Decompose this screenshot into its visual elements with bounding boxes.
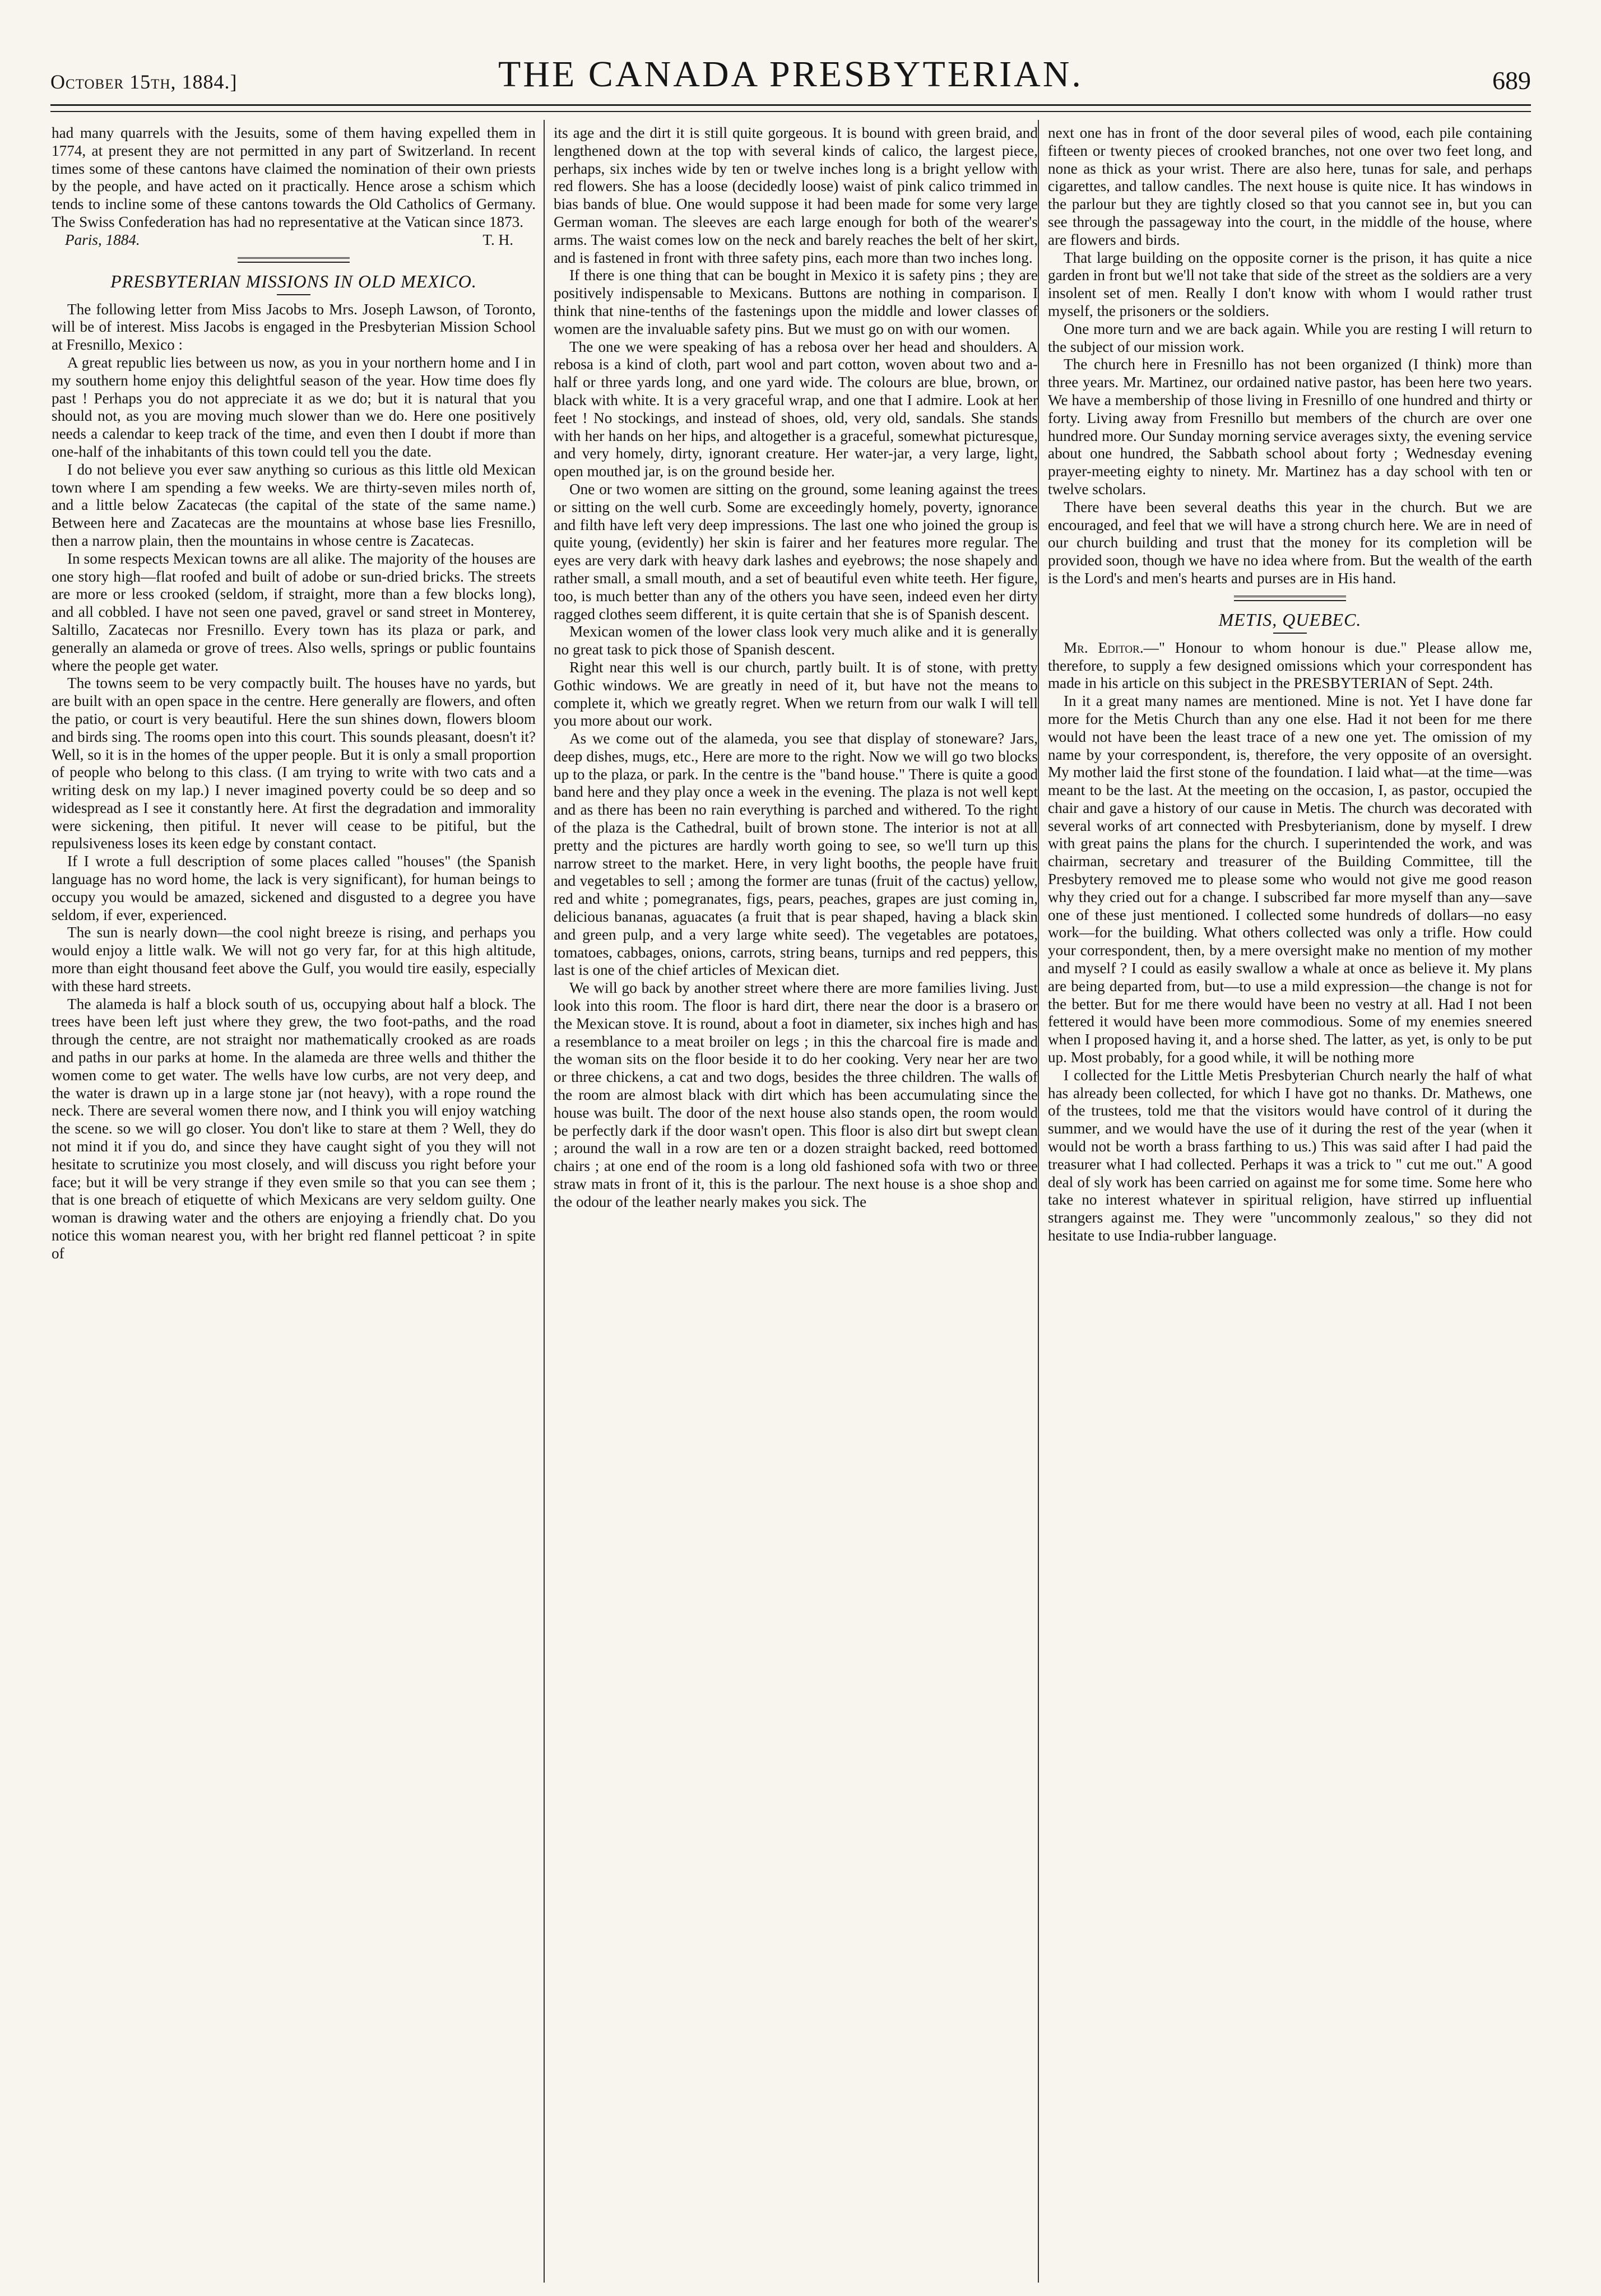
article-separator <box>238 257 350 263</box>
article-paragraph: Right near this well is our church, partly built. It is of stone, with pretty Gothic windows. We are greatly in need of it, but have not the means to complete it, which we greatly regret. When we return from our walk I will tell you more about our work. <box>554 658 1038 729</box>
page-number: 689 <box>1492 66 1531 95</box>
article-paragraph: One more turn and we are back again. While you are resting I will return to the subject of our mission work. <box>1048 320 1532 355</box>
article-paragraph: The alameda is half a block south of us, occupying about half a block. The trees have been left just where they grew, the two foot-paths, and the road through the centre, are not straight nor mathematically crooked as are roads and paths in our parks at home. In the alameda are three wells and thither the women come to get water. The wells have low curbs, are not very deep, and the water is drawn up in a large stone jar (not heavy), with a rope round the neck. There are several women there now, and I think you will enjoy watching the scene. so we will go closer. You don't like to stare at them ? Well, they do not mind it if you do, and since they have caught sight of you they will not hesitate to scrutinize you most closely, and will discuss you right before your face; but it will be very strange if they even smile so that you can see them ; that is one breach of etiquette of which Mexicans are very seldom guilty. One woman is drawing water and the others are enjoying a friendly chat. Do you notice this woman nearest you, with her bright red flannel petticoat ? in spite of <box>52 995 536 1262</box>
article-paragraph: That large building on the opposite corner is the prison, it has quite a nice garden in front but we'll not take that side of the street as the soldiers are a very insolent set of men. Really I don't know with whom I would rather trust myself, the prisoners or the soldiers. <box>1048 249 1532 319</box>
article-paragraph: had many quarrels with the Jesuits, some of them having expelled them in 1774, at present they are not permitted in any part of Switzerland. In recent times some of these cantons have claimed the nomination of their own priests by the people, and have acted on it practically. Hence arose a schism which tends to incline some of these cantons towards the Old Catholics of Germany. The Swiss Confederation has had no representative at the Vatican since 1873. <box>52 124 536 230</box>
article-paragraph: One or two women are sitting on the ground, some leaning against the trees or sitting on the well curb. Some are exceedingly homely, poverty, ignorance and filth have left very deep impressions. The last one who joined the group is quite young, (evidently) her skin is fairer and her features more regular. The eyes are very dark with heavy dark lashes and eyebrows; the nose shapely and rather small, a small mouth, and a set of beautiful even white teeth. Her figure, too, is much better than any of the others you have seen, indeed even her dirty ragged clothes seem different, it is quite certain that she is of Spanish descent. <box>554 480 1038 622</box>
column-2 <box>554 124 1038 2276</box>
article-heading: METIS, QUEBEC. <box>1218 609 1362 630</box>
article-heading: PRESBYTERIAN MISSIONS IN OLD MEXICO. <box>110 271 477 291</box>
article-paragraph: A great republic lies between us now, as you in your northern home and I in my southern home enjoy this delightful season of the year. How time does fly past ! Perhaps you do not appreciate it as we do; but it is natural that you should not, as you are moving much slower than we do. Here one positively needs a calendar to keep track of the time, and even then I doubt if more than one-half of the inhabitants of this town could tell you the date. <box>52 354 536 460</box>
signature-place: Paris, 1884. <box>65 231 140 248</box>
salutation: Mr. Editor. <box>1064 639 1144 656</box>
article-paragraph: I collected for the Little Metis Presbyterian Church nearly the half of what has already been collected, for which I have got no thanks. Dr. Mathews, one of the trustees, told me that the visitors would have control of it during the summer, and we would have the use of it during the rest of the year (when it would not be worth a brass farthing to us.) This was said after I had paid the treasurer what I had collected. Perhaps it was a trick to " cut me out." A good deal of sly work has been carried on against me for some time. Some here who take no interest whatever in spiritual religion, have stirred up influential strangers against me. They were "uncommonly zealous," so they did not hesitate to use India-rubber language. <box>1048 1066 1532 1244</box>
article-paragraph: There have been several deaths this year in the church. But we are encouraged, and feel that we will have a strong church here. We are in need of our church building and trust that the money for its completion will be provided soon, though we have no idea where from. But the wealth of the earth is the Lord's and men's hearts and purses are in His hand. <box>1048 498 1532 587</box>
article-paragraph: In some respects Mexican towns are all alike. The majority of the houses are one story high—flat roofed and built of adobe or sun-dried bricks. The streets are more or less crooked (seldom, if straight, more than a few blocks long), and all cobbled. I have not seen one paved, gravel or sand street in Monterey, Saltillo, Zacatecas nor Fresnillo. Every town has its plaza or park, and generally an alameda or grove of trees. Also wells, springs or public fountains where the people get water. <box>52 550 536 674</box>
article-paragraph: The sun is nearly down—the cool night breeze is rising, and perhaps you would enjoy a little walk. We will not go very far, for at this high altitude, more than eight thousand feet above the Gulf, you would tire easily, especially with these hard streets. <box>52 924 536 994</box>
article-paragraph: In it a great many names are mentioned. Mine is not. Yet I have done far more for the Metis Church than any one else. Had it not been for me there would not have been the least trace of a new one yet. The omission of my name by your correspondent, is, therefore, the very opposite of an oversight. My mother laid the first stone of the foundation. I laid what—at the time—was meant to be the last. At the meeting on the occasion, I, as pastor, occupied the chair and gave a history of our cause in Metis. The church was decorated with several works of art connected with Presbyterianism, done by myself. I drew with great pains the plans for the church. I superintended the work, and was chairman, secretary and treasurer of the Building Committee, till the Presbytery removed me to please some who would not give me good reason why they cried out for a change. I subscribed far more myself than any—save one of these just mentioned. I collected some hundreds of dollars—no easy work—for the building. What others collected was only a trifle. How could your correspondent, then, by a mere oversight make no mention of my mother and myself ? I could as easily swallow a whale at once as believe it. My plans are being departed from, but—to use a mild expression—the change is not for the better. But for me there would have been no vestry at all. Had I not been fettered it would have been more commodious. Some of my enemies sneered when I proposed having it, and a horse shed. The latter, as yet, is only to be put up. Most probably, for a good while, it will be nothing more <box>1048 692 1532 1066</box>
article-paragraph: If there is one thing that can be bought in Mexico it is safety pins ; they are positively indispensable to Mexicans. Buttons are nothing in comparison. I think that nine-tenths of the fastenings upon the middle and lower classes of women are the invaluable safety pins. But we must go on with our women. <box>554 267 1038 337</box>
newspaper-title: THE CANADA PRESBYTERIAN. <box>498 54 1083 95</box>
article-paragraph: its age and the dirt it is still quite gorgeous. It is bound with green braid, and lengthened down at the top with several kinds of calico, the largest piece, perhaps, six inches wide by ten or twelve inches long is a bright yellow with red flowers. She has a loose (decidedly loose) waist of pink calico trimmed in bias bands of blue. One would suppose it had been made for some very large German woman. The sleeves are each large enough for both of the wearer's arms. The waist comes low on the neck and barely reaches the belt of her skirt, and is fastened in front with three safety pins, each more than two inches long. <box>554 124 1038 266</box>
header-rule-thin <box>50 111 1531 112</box>
article-paragraph: The one we were speaking of has a rebosa over her head and shoulders. A rebosa is a kind of cloth, part wool and part cotton, woven about two and a-half or three yards long, and one yard wide. The colours are blue, brown, or black with white. It is a very graceful wrap, and one that I admire. Look at her feet ! No stockings, and instead of shoes, old, very old, sandals. She stands with her hands on her hips, and altogether is a graceful, somewhat picturesque, and very homely, dirty, ignorant creature. Her water-jar, a very large, light, open mouthed jar, is on the ground beside her. <box>554 338 1038 480</box>
article-paragraph <box>1048 639 1532 692</box>
heading-rule <box>1273 633 1307 634</box>
article-paragraph: We will go back by another street where there are more families living. Just look into this room. The floor is hard dirt, there near the door is a brasero or the Mexican stove. It is round, about a foot in diameter, six inches high and has a resemblance to a meat broiler on legs ; in this the charcoal fire is made and the woman sits on the floor beside it to do her cooking. Very near her are two or three chickens, a cat and two dogs, besides the three children. The walls of the room are almost black with dirt which has been accumulating since the house was built. The door of the next house also stands open, the room would be perfectly dark if the door wasn't open. This floor is also dirt but swept clean ; around the wall in a row are ten or a dozen straight backed, reed bottomed chairs ; at one end of the room is a long old fashioned sofa with two or three straw mats in front of it, this is the parlour. The next house is a shoe shop and the odour of the leather nearly makes you sick. The <box>554 979 1038 1210</box>
article-paragraph: If I wrote a full description of some places called "houses" (the Spanish language has no word home, the lack is very significant), for human beings to occupy you would be amazed, sickened and disgusted to a degree you have seldom, if ever, experienced. <box>52 853 536 923</box>
article-separator <box>1234 596 1346 601</box>
issue-date: October 15th, 1884.] <box>50 71 238 93</box>
article-paragraph: As we come out of the alameda, you see that display of stoneware? Jars, deep dishes, mugs, etc., Here are more to the right. Now we will go two blocks up to the plaza, or park. In the centre is the "band house." There is quite a good band here and they play once a week in the evening. The plaza is not well kept and as there has been no rain everything is parched and withered. To the right of the plaza is the Cathedral, built of brown stone. The interior is not at all pretty and the pictures are hardly worth going to see, so we'll turn up this narrow street to the market. Here, in very light booths, the people have fruit and vegetables to sell ; among the former are tunas (fruit of the cactus) yellow, red and white ; pomegranates, figs, pears, peaches, grapes are just coming in, delicious bananas, aguacates (a fruit that is pear shaped, having a black skin and green pulp, and a very large white seed). The vegetables are potatoes, tomatoes, cabbages, onions, carrots, string beans, turnips and red peppers, this last is one of the chief articles of Mexican diet. <box>554 730 1038 979</box>
article-paragraph: I do not believe you ever saw anything so curious as this little old Mexican town where I am spending a few weeks. We are thirty-seven miles north of, and a little below Zacatecas (the capital of the state of the same name.) Between here and Zacatecas are the mountains at whose base lies Fresnillo, then a narrow plain, then the mountains in whose centre is Zacatecas. <box>52 461 536 549</box>
paragraph-text: —" Honour to whom honour is due." Please allow me, therefore, to supply a few designed omissions which your correspondent has made in his article on this subject in the PRESBYTERIAN of Sept. 24th. <box>1048 639 1532 692</box>
masthead <box>50 53 1531 109</box>
column-1 <box>52 124 536 2276</box>
article-paragraph: The following letter from Miss Jacobs to Mrs. Joseph Lawson, of Toronto, will be of interest. Miss Jacobs is engaged in the Presbyterian Mission School at Fresnillo, Mexico : <box>52 300 536 354</box>
article-paragraph: The towns seem to be very compactly built. The houses have no yards, but are built with an open space in the centre. Here generally are flowers, and often the patio, or court is very beautiful. Here the sun shines down, flowers bloom and birds sing. The rooms open into this court. This sounds pleasant, doesn't it? Well, so it is in the homes of the upper people. But it is only a small proportion of people who belong to this class. (I am trying to write with two cats and a writing desk on my lap.) I never imagined poverty could be so deep and so widespread as I see it constantly here. At first the degradation and immorality were sickening, then pitiful. It never will cease to be pitiful, but the repulsiveness loses its keen edge by constant contact. <box>52 675 536 852</box>
article-paragraph: next one has in front of the door several piles of wood, each pile containing fifteen or twenty pieces of crooked branches, not one over two feet long, and none as thick as your wrist. There are also here, tunas for sale, and perhaps cigarettes, and tallow candles. The next house is quite nice. It has windows in the parlour but they are tightly closed so that you cannot see in, but you can see through the passageway into the court, in the middle of the house, where are flowers and birds. <box>1048 124 1532 248</box>
column-divider <box>1038 120 1039 2283</box>
article-paragraph: Mexican women of the lower class look very much alike and it is generally no great task to pick those of Spanish descent. <box>554 623 1038 658</box>
heading-rule <box>277 294 310 295</box>
article-paragraph: The church here in Fresnillo has not been organized (I think) more than three years. Mr. Martinez, our ordained native pastor, has been here two years. We have a membership of those living in Fresnillo of one hundred and thirty or forty. Living away from Fresnillo but members of the church are over one hundred more. Our Sunday morning service averages sixty, the evening service about one hundred, the Sabbath school about forty ; Wednesday evening prayer-meeting eighty to ninety. Mr. Martinez has a day school with ten or twelve scholars. <box>1048 356 1532 498</box>
signature-initials: T. H. <box>482 231 513 248</box>
article-signature <box>52 231 536 249</box>
header-rule <box>50 104 1531 106</box>
column-divider <box>544 120 545 2283</box>
column-3 <box>1048 124 1532 2276</box>
